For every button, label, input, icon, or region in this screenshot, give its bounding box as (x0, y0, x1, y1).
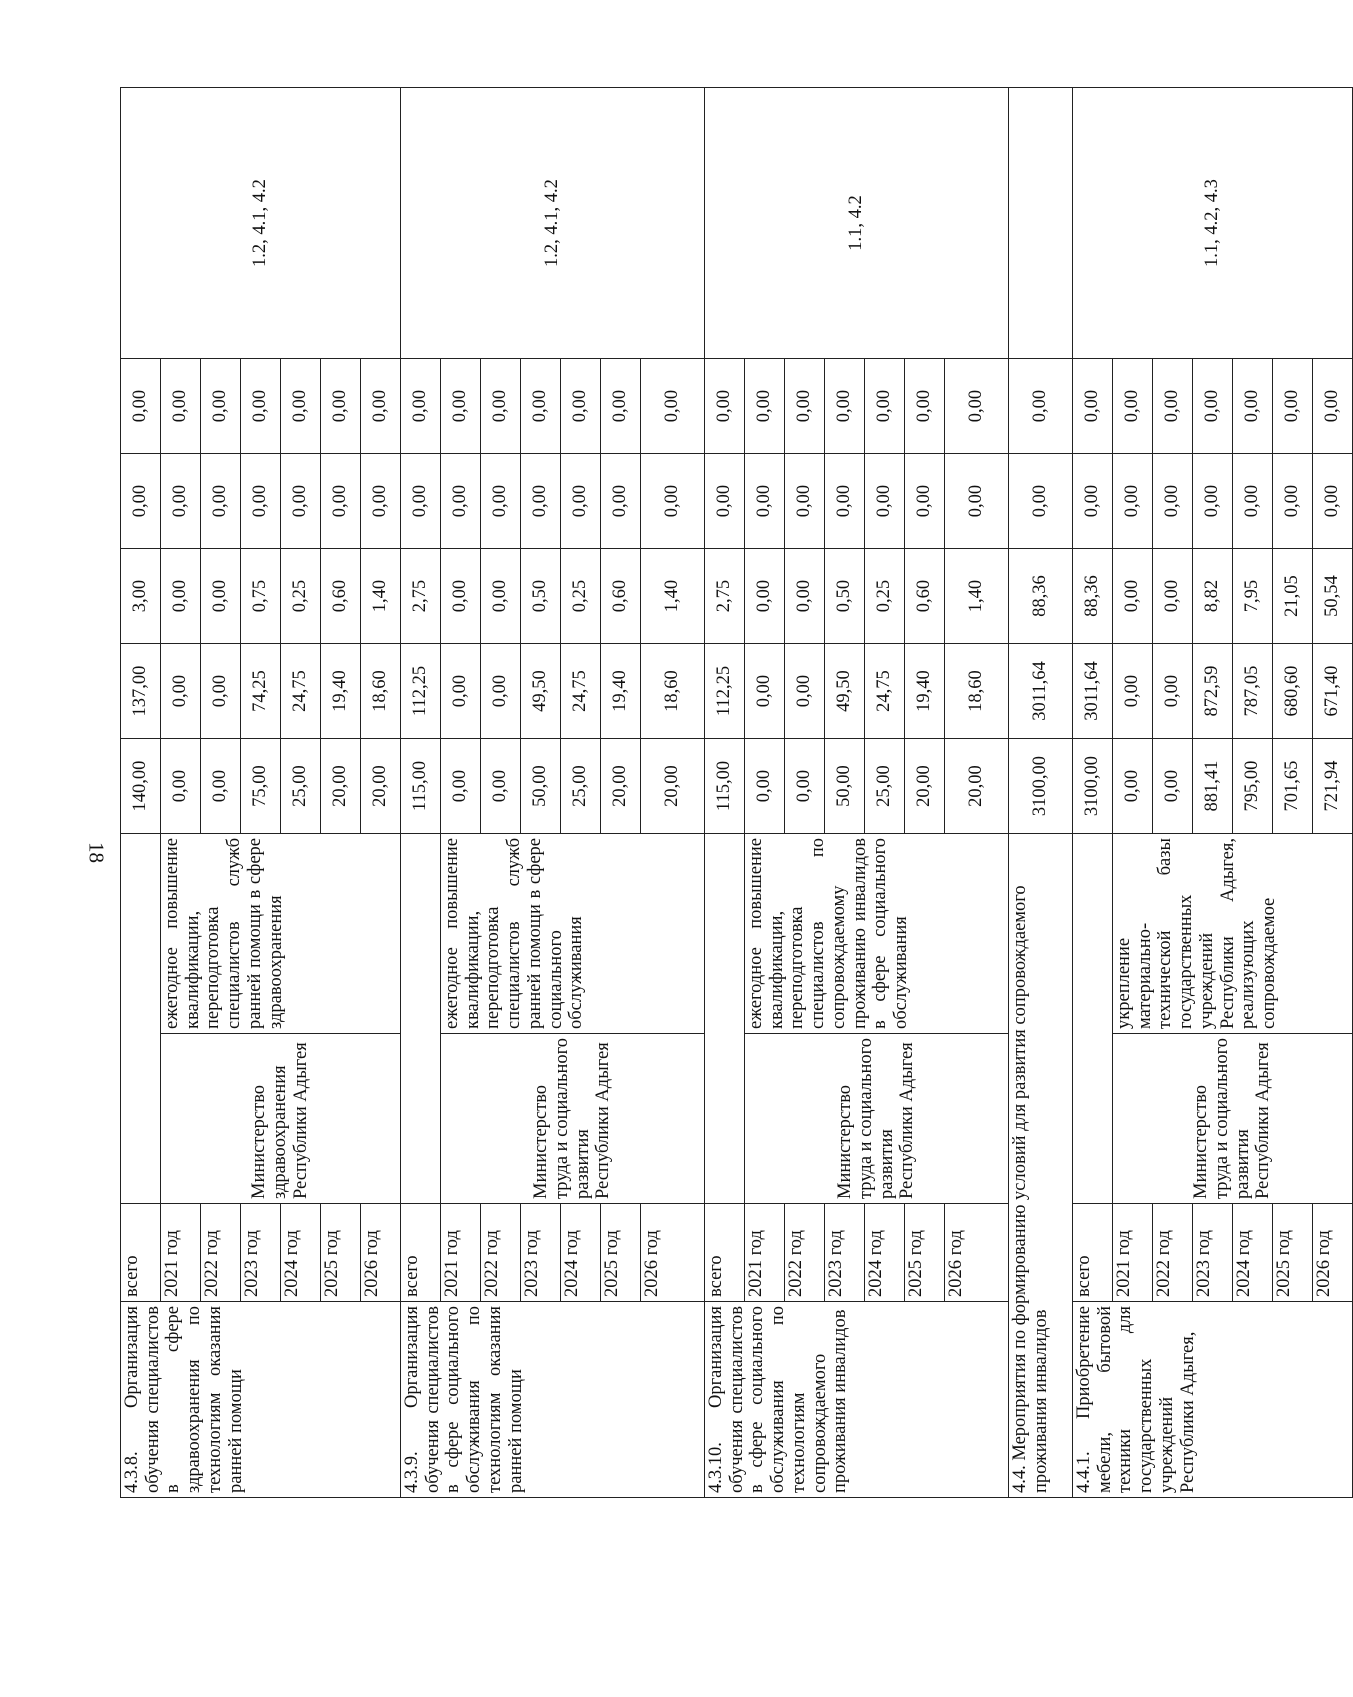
amount-cell: 8,82 (1193, 549, 1233, 644)
amount-cell: 19,40 (601, 644, 641, 739)
amount-cell: 20,00 (905, 739, 945, 834)
section-amount-cell: 0,00 (1009, 454, 1073, 549)
amount-cell: 0,00 (441, 739, 481, 834)
amount-cell: 0,00 (321, 454, 361, 549)
amount-cell: 19,40 (321, 644, 361, 739)
executor-cell: Министерство труда и социального развития Республики Адыгея (1113, 1034, 1353, 1204)
amount-cell: 18,60 (641, 644, 705, 739)
amount-cell: 0,00 (201, 644, 241, 739)
amount-cell: 0,00 (1273, 454, 1313, 549)
amount-cell: 0,00 (401, 359, 441, 454)
amount-cell: 0,00 (201, 454, 241, 549)
amount-cell: 0,60 (905, 549, 945, 644)
amount-cell: 680,60 (1273, 644, 1313, 739)
amount-cell: 0,00 (241, 454, 281, 549)
amount-cell: 0,00 (945, 454, 1009, 549)
amount-cell: 0,00 (905, 454, 945, 549)
amount-cell: 0,00 (1153, 644, 1193, 739)
year-cell: 2025 год (601, 1204, 641, 1302)
amount-cell: 0,00 (121, 359, 161, 454)
year-cell: 2022 год (201, 1204, 241, 1302)
amount-cell: 2,75 (705, 549, 745, 644)
amount-cell: 24,75 (865, 644, 905, 739)
amount-cell: 0,00 (641, 454, 705, 549)
amount-cell: 0,00 (321, 359, 361, 454)
amount-cell: 0,00 (121, 454, 161, 549)
amount-cell: 3100,00 (1073, 739, 1113, 834)
amount-cell: 0,00 (361, 454, 401, 549)
amount-cell: 20,00 (361, 739, 401, 834)
section-amount-cell: 0,00 (1009, 359, 1073, 454)
amount-cell: 0,00 (785, 454, 825, 549)
expected-result-cell: укрепление материально-технической базы государственных учреждений Республики Адыгея, реализующих сопровождаемое (1113, 834, 1353, 1034)
amount-cell: 0,00 (201, 739, 241, 834)
year-cell: 2025 год (905, 1204, 945, 1302)
amount-cell: 0,00 (825, 359, 865, 454)
amount-cell: 0,00 (785, 359, 825, 454)
amount-cell: 0,00 (481, 739, 521, 834)
amount-cell: 0,00 (1113, 644, 1153, 739)
amount-cell: 20,00 (641, 739, 705, 834)
amount-cell: 19,40 (905, 644, 945, 739)
amount-cell: 2,75 (401, 549, 441, 644)
amount-cell: 0,00 (1113, 739, 1153, 834)
year-cell: 2023 год (825, 1204, 865, 1302)
year-cell: 2021 год (1113, 1204, 1153, 1302)
amount-cell: 0,60 (321, 549, 361, 644)
amount-cell: 0,00 (201, 359, 241, 454)
executor-cell: Министерство труда и социального развития Республики Адыгея (745, 1034, 1009, 1204)
amount-cell: 721,94 (1313, 739, 1353, 834)
page-number: 18 (84, 842, 109, 863)
amount-cell: 881,41 (1193, 739, 1233, 834)
amount-cell: 112,25 (401, 644, 441, 739)
amount-cell: 0,00 (1073, 359, 1113, 454)
indicators-cell: 1.2, 4.1, 4.2 (401, 88, 705, 359)
amount-cell: 0,00 (201, 549, 241, 644)
amount-cell: 0,00 (481, 549, 521, 644)
amount-cell: 0,00 (1193, 454, 1233, 549)
amount-cell: 795,00 (1233, 739, 1273, 834)
amount-cell: 0,00 (865, 454, 905, 549)
amount-cell: 0,00 (1113, 359, 1153, 454)
expected-result-cell: ежегодное повышение квалификации, переподготовка специалистов служб ранней помощи в сфере социального обслуживания (441, 834, 705, 1034)
amount-cell: 0,00 (745, 644, 785, 739)
amount-cell: 0,00 (281, 454, 321, 549)
amount-cell: 20,00 (945, 739, 1009, 834)
year-cell: 2024 год (281, 1204, 321, 1302)
amount-cell: 0,00 (481, 644, 521, 739)
expected-result-cell: ежегодное повышение квалификации, переподготовка специалистов по сопровождаемому проживанию инвалидов в сфере социального обслуживания (745, 834, 1009, 1034)
activity-title: 4.4.1. Приобретение мебели, бытовой техники для государственных учреждений Республики Адыгея, (1073, 1302, 1353, 1498)
amount-cell: 75,00 (241, 739, 281, 834)
amount-cell: 7,95 (1233, 549, 1273, 644)
result-blank-cell (401, 834, 441, 1034)
amount-cell: 0,00 (161, 739, 201, 834)
amount-cell: 0,00 (161, 644, 201, 739)
result-blank-cell (705, 834, 745, 1034)
amount-cell: 0,00 (1113, 454, 1153, 549)
amount-cell: 0,00 (521, 454, 561, 549)
program-activities-table (120, 87, 1353, 1498)
year-cell: 2026 год (361, 1204, 401, 1302)
amount-cell: 0,00 (1233, 359, 1273, 454)
amount-cell: 671,40 (1313, 644, 1353, 739)
section-title: 4.4. Мероприятия по формированию условий для развития сопровождаемого проживания инвалидов (1009, 834, 1073, 1498)
amount-cell: 0,00 (705, 454, 745, 549)
amount-cell: 0,00 (945, 359, 1009, 454)
executor-blank-cell (1073, 1034, 1113, 1204)
amount-cell: 0,00 (521, 359, 561, 454)
amount-cell: 0,00 (441, 549, 481, 644)
indicators-cell: 1.1, 4.2 (705, 88, 1009, 359)
year-cell: 2025 год (1273, 1204, 1313, 1302)
amount-cell: 18,60 (945, 644, 1009, 739)
result-blank-cell (121, 834, 161, 1034)
year-cell: 2021 год (441, 1204, 481, 1302)
amount-cell: 0,75 (241, 549, 281, 644)
executor-blank-cell (121, 1034, 161, 1204)
amount-cell: 3,00 (121, 549, 161, 644)
year-cell: 2022 год (785, 1204, 825, 1302)
section-indicators-blank (1009, 88, 1073, 359)
amount-cell: 0,00 (785, 739, 825, 834)
amount-cell: 0,00 (745, 739, 785, 834)
amount-cell: 0,00 (1153, 454, 1193, 549)
amount-cell: 0,00 (401, 454, 441, 549)
amount-cell: 0,00 (905, 359, 945, 454)
amount-cell: 0,00 (441, 359, 481, 454)
amount-cell: 0,00 (1153, 359, 1193, 454)
amount-cell: 24,75 (561, 644, 601, 739)
amount-cell: 0,00 (1193, 359, 1233, 454)
year-cell: 2021 год (745, 1204, 785, 1302)
amount-cell: 1,40 (641, 549, 705, 644)
amount-cell: 25,00 (561, 739, 601, 834)
activity-title: 4.3.10. Организация обучения специалистов в сфере социального обслуживания по технологиям сопровождаемого проживания инвалидов (705, 1302, 1009, 1498)
rotated-table-container (120, 88, 1343, 1498)
indicators-cell: 1.1, 4.2, 4.3 (1073, 88, 1353, 359)
amount-cell: 115,00 (401, 739, 441, 834)
amount-cell: 0,60 (601, 549, 641, 644)
amount-cell: 872,59 (1193, 644, 1233, 739)
table-row (121, 88, 161, 1498)
amount-cell: 0,00 (641, 359, 705, 454)
amount-cell: 137,00 (121, 644, 161, 739)
amount-cell: 1,40 (945, 549, 1009, 644)
year-cell: 2026 год (1313, 1204, 1353, 1302)
amount-cell: 112,25 (705, 644, 745, 739)
amount-cell: 0,00 (825, 454, 865, 549)
year-cell: 2024 год (865, 1204, 905, 1302)
year-cell: 2023 год (521, 1204, 561, 1302)
year-cell: 2026 год (641, 1204, 705, 1302)
executor-cell: Министерство труда и социального развития Республики Адыгея (441, 1034, 705, 1204)
section-amount-cell: 88,36 (1009, 549, 1073, 644)
section-amount-cell: 3011,64 (1009, 644, 1073, 739)
amount-cell: 49,50 (825, 644, 865, 739)
year-cell: 2024 год (561, 1204, 601, 1302)
table-body (121, 88, 1353, 1498)
amount-cell: 0,00 (1273, 359, 1313, 454)
result-blank-cell (1073, 834, 1113, 1034)
year-cell: 2022 год (1153, 1204, 1193, 1302)
amount-cell: 0,00 (361, 359, 401, 454)
year-cell: всего (121, 1204, 161, 1302)
amount-cell: 20,00 (601, 739, 641, 834)
year-cell: 2023 год (1193, 1204, 1233, 1302)
amount-cell: 50,00 (825, 739, 865, 834)
amount-cell: 0,00 (785, 644, 825, 739)
amount-cell: 0,00 (745, 549, 785, 644)
amount-cell: 0,00 (161, 359, 201, 454)
amount-cell: 0,50 (825, 549, 865, 644)
section-amount-cell: 3100,00 (1009, 739, 1073, 834)
amount-cell: 25,00 (865, 739, 905, 834)
amount-cell: 50,54 (1313, 549, 1353, 644)
amount-cell: 0,25 (561, 549, 601, 644)
amount-cell: 0,25 (865, 549, 905, 644)
amount-cell: 0,00 (1153, 549, 1193, 644)
executor-cell: Министерство здравоохранения Республики Адыгея (161, 1034, 401, 1204)
amount-cell: 0,00 (481, 359, 521, 454)
amount-cell: 0,00 (281, 359, 321, 454)
section-row (1009, 88, 1073, 1498)
amount-cell: 140,00 (121, 739, 161, 834)
amount-cell: 0,00 (241, 359, 281, 454)
indicators-cell: 1.2, 4.1, 4.2 (121, 88, 401, 359)
amount-cell: 88,36 (1073, 549, 1113, 644)
amount-cell: 1,40 (361, 549, 401, 644)
amount-cell: 0,00 (785, 549, 825, 644)
amount-cell: 0,00 (441, 644, 481, 739)
amount-cell: 0,00 (745, 359, 785, 454)
executor-blank-cell (705, 1034, 745, 1204)
year-cell: всего (1073, 1204, 1113, 1302)
amount-cell: 0,00 (161, 549, 201, 644)
amount-cell: 74,25 (241, 644, 281, 739)
table-row (401, 88, 441, 1498)
amount-cell: 115,00 (705, 739, 745, 834)
amount-cell: 18,60 (361, 644, 401, 739)
amount-cell: 0,00 (1073, 454, 1113, 549)
amount-cell: 0,00 (1113, 549, 1153, 644)
year-cell: всего (705, 1204, 745, 1302)
activity-title: 4.3.8. Организация обучения специалистов в сфере здравоохранения по технологиям оказания ранней помощи (121, 1302, 401, 1498)
amount-cell: 0,00 (865, 359, 905, 454)
amount-cell: 49,50 (521, 644, 561, 739)
amount-cell: 20,00 (321, 739, 361, 834)
amount-cell: 0,00 (705, 359, 745, 454)
amount-cell: 25,00 (281, 739, 321, 834)
amount-cell: 0,00 (1153, 739, 1193, 834)
amount-cell: 0,50 (521, 549, 561, 644)
amount-cell: 0,00 (161, 454, 201, 549)
year-cell: 2022 год (481, 1204, 521, 1302)
amount-cell: 0,00 (441, 454, 481, 549)
amount-cell: 701,65 (1273, 739, 1313, 834)
year-cell: 2023 год (241, 1204, 281, 1302)
amount-cell: 0,00 (1233, 454, 1273, 549)
activity-title: 4.3.9. Организация обучения специалистов в сфере социального обслуживания по технологиям оказания ранней помощи (401, 1302, 705, 1498)
amount-cell: 0,00 (561, 359, 601, 454)
expected-result-cell: ежегодное повышение квалификации, переподготовка специалистов служб ранней помощи в сфере здравоохранения (161, 834, 401, 1034)
amount-cell: 50,00 (521, 739, 561, 834)
amount-cell: 0,25 (281, 549, 321, 644)
amount-cell: 3011,64 (1073, 644, 1113, 739)
year-cell: 2025 год (321, 1204, 361, 1302)
amount-cell: 0,00 (745, 454, 785, 549)
amount-cell: 0,00 (1313, 359, 1353, 454)
amount-cell: 0,00 (561, 454, 601, 549)
amount-cell: 24,75 (281, 644, 321, 739)
table-row (1073, 88, 1113, 1498)
amount-cell: 0,00 (601, 359, 641, 454)
table-row (705, 88, 745, 1498)
year-cell: всего (401, 1204, 441, 1302)
year-cell: 2024 год (1233, 1204, 1273, 1302)
year-cell: 2026 год (945, 1204, 1009, 1302)
year-cell: 2021 год (161, 1204, 201, 1302)
amount-cell: 0,00 (481, 454, 521, 549)
amount-cell: 787,05 (1233, 644, 1273, 739)
amount-cell: 0,00 (601, 454, 641, 549)
amount-cell: 21,05 (1273, 549, 1313, 644)
amount-cell: 0,00 (1313, 454, 1353, 549)
executor-blank-cell (401, 1034, 441, 1204)
